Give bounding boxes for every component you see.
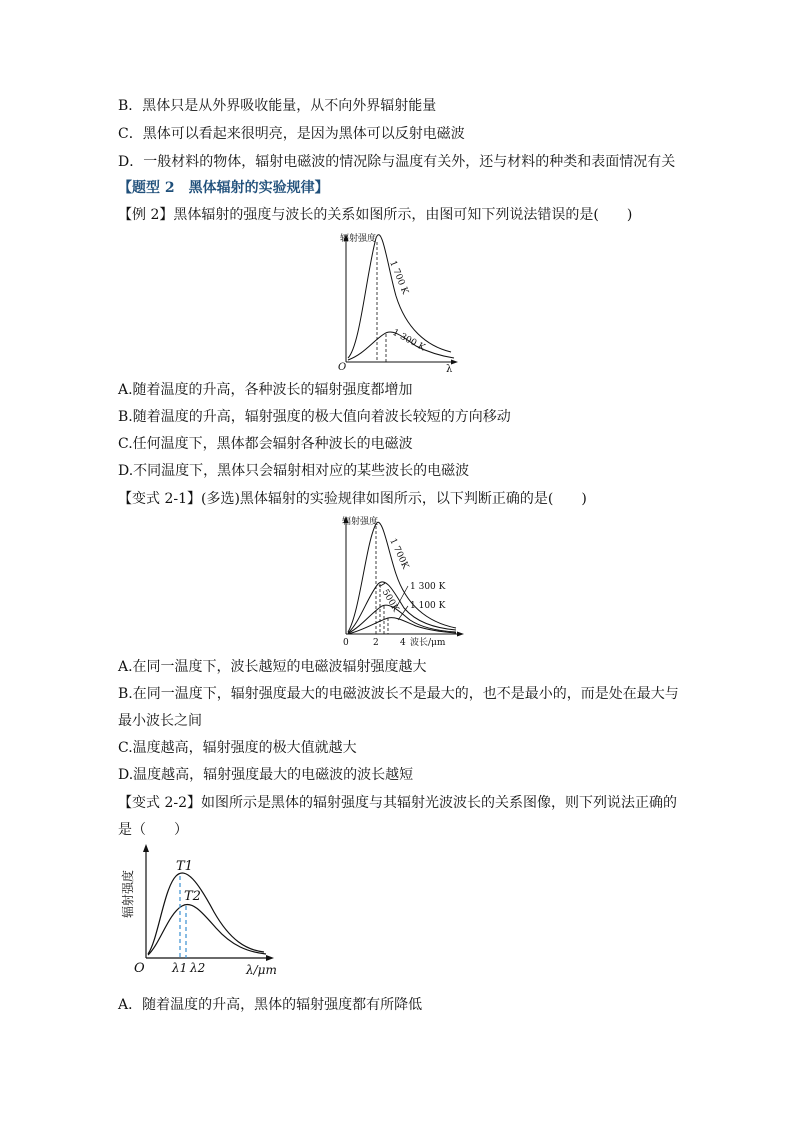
- example-2-option-c: C.任何温度下，黑体都会辐射各种波长的电磁波: [118, 436, 413, 452]
- variant-2-1-option-b-line-2: 最小波长之间: [118, 713, 202, 729]
- origin-label: O: [338, 362, 347, 373]
- variant-2-1-option-a: A.在同一温度下，波长越短的电磁波辐射强度越大: [118, 659, 427, 675]
- x-axis-label: λ: [446, 364, 453, 374]
- curve-label-t2: T2: [184, 889, 201, 904]
- example-2-option-a: A.随着温度的升高，各种波长的辐射强度都增加: [118, 382, 413, 398]
- curve-1100k: [348, 618, 456, 634]
- variant-2-2-option-a: A．随着温度的升高，黑体的辐射强度都有所降低: [118, 997, 423, 1013]
- y-axis-arrow: [143, 844, 149, 852]
- curve-label-1700k: 1 700K: [387, 537, 411, 571]
- x-label-lambda1: λ1: [172, 961, 188, 975]
- section-heading: 【题型 2 黑体辐射的实验规律】: [118, 180, 329, 196]
- option-d-1: D．一般材料的物体，辐射电磁波的情况除与温度有关外，还与材料的种类和表面情况有关: [118, 154, 676, 170]
- figure-3-blackbody-chart: [118, 840, 293, 980]
- variant-2-1-option-c: C.温度越高，辐射强度的极大值就越大: [118, 740, 357, 756]
- curve-1700k: [348, 522, 456, 632]
- x-tick-4: 4: [400, 638, 406, 648]
- origin-label: 0: [343, 638, 349, 648]
- x-axis-label: 波长/μm: [410, 638, 446, 648]
- variant-2-2-stem-line-2: 是（ ）: [118, 822, 188, 838]
- curve-label-1300k: 1 300 K: [410, 582, 446, 592]
- y-axis-label: 辐射强度: [342, 517, 379, 527]
- example-2-option-d: D.不同温度下，黑体只会辐射相对应的某些波长的电磁波: [118, 463, 470, 479]
- x-label-lambda2: λ2: [190, 961, 206, 975]
- example-2-stem: 【例 2】黑体辐射的强度与波长的关系如图所示，由图可知下列说法错误的是( ): [118, 207, 633, 223]
- curve-label-1700k: 1 700 K: [387, 259, 410, 296]
- y-axis-label: 辐射强度: [340, 234, 377, 244]
- variant-2-1-option-d: D.温度越高，辐射强度最大的电磁波的波长越短: [118, 767, 414, 783]
- curve-t1: [148, 873, 264, 954]
- x-tick-2: 2: [373, 638, 379, 648]
- variant-2-2-stem-line-1: 【变式 2-2】如图所示是黑体的辐射强度与其辐射光波波长的关系图像，则下列说法正确的: [118, 795, 677, 811]
- curve-label-1300k: 1 300 K: [390, 327, 427, 354]
- option-c-1: C．黑体可以看起来很明亮，是因为黑体可以反射电磁波: [118, 126, 465, 142]
- variant-2-1-stem: 【变式 2-1】(多选)黑体辐射的实验规律如图所示，以下判断正确的是( ): [118, 491, 587, 507]
- origin-label: O: [134, 961, 145, 976]
- figure-1-blackbody-chart: [336, 228, 466, 374]
- x-axis-label: λ/μm: [246, 963, 277, 977]
- x-axis-arrow: [266, 955, 274, 961]
- variant-2-1-option-b-line-1: B.在同一温度下，辐射强度最大的电磁波波长不是最大的，也不是最小的，而是处在最大与: [118, 686, 679, 702]
- y-axis-label: 辐射强度: [121, 869, 135, 918]
- curve-label-1100k: 1 100 K: [410, 601, 446, 611]
- option-b-1: B．黑体只是从外界吸收能量，从不向外界辐射能量: [118, 98, 437, 114]
- curve-label-t1: T1: [176, 859, 193, 874]
- example-2-option-b: B.随着温度的升高，辐射强度的极大值向着波长较短的方向移动: [118, 409, 511, 425]
- curve-label-1500k: 1 500K: [375, 580, 401, 614]
- figure-2-blackbody-chart: [338, 512, 468, 650]
- x-axis-arrow: [457, 632, 464, 637]
